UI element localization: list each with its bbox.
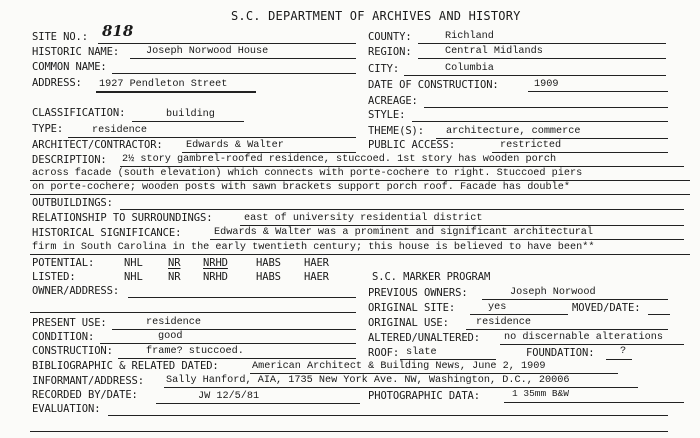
roof-line [400,359,496,360]
listed-nhl: NHL [124,271,143,283]
roof-value: slate [406,347,437,358]
description-line-2: across facade (south elevation) which connects with porte-cochere to right. Stuccoed piers [32,168,583,179]
photographic-value: 1 35mm B&W [512,388,570,399]
photographic-line [504,402,684,403]
foundation-value: ? [620,346,627,357]
bibliographic-label: BIBLIOGRAPHIC & RELATED DATED: [32,360,219,372]
site-no-line [98,43,356,44]
informant-label: INFORMANT/ADDRESS: [32,375,144,387]
description-rule-1 [120,166,684,167]
relationship-value: east of university residential district [244,213,483,224]
listed-haer: HAER [304,271,329,283]
region-line [418,58,666,59]
foundation-label: FOUNDATION: [526,347,595,359]
present-use-label: PRESENT USE: [32,317,107,329]
historic-name-label: HISTORIC NAME: [32,46,120,58]
address-label: ADDRESS: [32,77,82,89]
form-title: S.C. DEPARTMENT OF ARCHIVES AND HISTORY [231,9,521,23]
site-no-value: 818 [102,22,134,40]
address-value: 1927 Pendleton Street [99,79,228,90]
listed-habs: HABS [256,271,281,283]
original-site-line [470,314,568,315]
description-line-1: 2½ story gambrel-roofed residence, stuccoed. 1st story has wooden porch [122,154,557,165]
county-value: Richland [445,31,494,42]
listed-nrhd: NRHD [203,271,228,283]
significance-label: HISTORICAL SIGNIFICANCE: [32,227,182,239]
listed-nr: NR [168,271,181,283]
original-use-value: residence [476,317,532,328]
public-access-value: restricted [500,140,562,151]
recorded-label: RECORDED BY/DATE: [32,389,138,401]
previous-owners-label: PREVIOUS OWNERS: [368,287,468,299]
owner-label: OWNER/ADDRESS: [32,285,120,297]
moved-date-label: MOVED/DATE: [572,302,641,314]
condition-label: CONDITION: [32,331,95,343]
altered-value: no discernable alterations [504,332,663,343]
condition-value: good [158,331,183,342]
listed-label: LISTED: [32,271,76,283]
construction-line [118,358,356,359]
historic-name-value: Joseph Norwood House [146,46,269,57]
historic-name-line [130,58,356,59]
classification-line [132,121,244,122]
description-rule-2 [30,180,690,181]
foundation-line [606,359,632,360]
potential-nhl: NHL [124,257,143,269]
style-label: STYLE: [368,109,406,121]
potential-haer: HAER [304,257,329,269]
original-site-value: yes [488,302,507,313]
owner-line-2 [30,312,356,313]
acreage-label: ACREAGE: [368,95,418,107]
description-label: DESCRIPTION: [32,154,107,166]
date-construction-label: DATE OF CONSTRUCTION: [368,79,499,91]
city-line [404,75,666,76]
classification-label: CLASSIFICATION: [32,107,126,119]
address-line [96,91,256,93]
present-use-value: residence [146,317,202,328]
outbuildings-label: OUTBUILDINGS: [32,197,113,209]
owner-line [128,297,356,298]
description-rule-3 [30,194,690,195]
date-construction-value: 1909 [534,79,559,90]
public-access-line [492,152,668,153]
informant-value: Sally Hanford, AIA, 1735 New York Ave. NW, Washington, D.C., 20006 [166,375,570,386]
relationship-label: RELATIONSHIP TO SURROUNDINGS: [32,212,213,224]
construction-value: frame? stuccoed. [146,346,244,357]
significance-line-1: Edwards & Walter was a prominent and significant architectural [214,227,594,238]
potential-label: POTENTIAL: [32,257,95,269]
common-name-line [112,73,356,74]
date-construction-line [528,91,668,92]
present-use-line [112,329,356,330]
architect-value: Edwards & Walter [186,140,284,151]
theme-value: architecture, commerce [446,126,581,137]
photographic-label: PHOTOGRAPHIC DATA: [368,390,480,402]
roof-label: ROOF: [368,347,400,359]
potential-nr: NR [168,257,181,269]
significance-rule-2 [30,254,690,255]
site-no-label: SITE NO.: [32,31,88,43]
common-name-label: COMMON NAME: [32,61,107,73]
description-line-3: on porte-cochere; wooden posts with sawn brackets support porch roof. Facade has double* [32,182,570,193]
acreage-line [424,107,668,108]
region-label: REGION: [368,46,412,58]
architect-line [182,152,356,153]
significance-line-2: firm in South Carolina in the early twentieth century; this house is believed to have been** [32,242,595,253]
type-line [68,137,356,138]
region-value: Central Midlands [445,46,543,57]
architect-label: ARCHITECT/CONTRACTOR: [32,139,163,151]
classification-value: building [166,109,215,120]
construction-label: CONSTRUCTION: [32,345,113,357]
potential-habs: HABS [256,257,281,269]
recorded-value: JW 12/5/81 [198,391,260,402]
outbuildings-line [120,209,684,210]
original-use-line [466,329,668,330]
county-line [418,43,666,44]
original-use-label: ORIGINAL USE: [368,317,449,329]
style-line [412,121,668,122]
recorded-line [156,403,360,404]
altered-label: ALTERED/UNALTERED: [368,332,480,344]
relationship-line [240,225,684,226]
theme-label: THEME(S): [368,125,424,137]
bibliographic-line [250,373,618,374]
previous-owners-value: Joseph Norwood [510,287,596,298]
altered-line [500,344,684,345]
condition-line [100,343,356,344]
evaluation-line-2 [30,431,668,432]
county-label: COUNTY: [368,31,412,43]
significance-rule-1 [210,239,684,240]
type-value: residence [92,125,148,136]
evaluation-line [108,415,668,416]
city-value: Columbia [445,63,494,74]
city-label: CITY: [368,63,400,75]
theme-line [436,138,668,139]
bibliographic-value: American Architect & Building News, June 2, 1909 [252,361,546,372]
original-site-label: ORIGINAL SITE: [368,302,456,314]
type-label: TYPE: [32,123,64,135]
moved-date-line [648,314,670,315]
evaluation-label: EVALUATION: [32,403,101,415]
marker-program-label: S.C. MARKER PROGRAM [372,271,491,283]
previous-owners-line [482,299,668,300]
potential-nrhd: NRHD [203,257,228,269]
public-access-label: PUBLIC ACCESS: [368,139,456,151]
